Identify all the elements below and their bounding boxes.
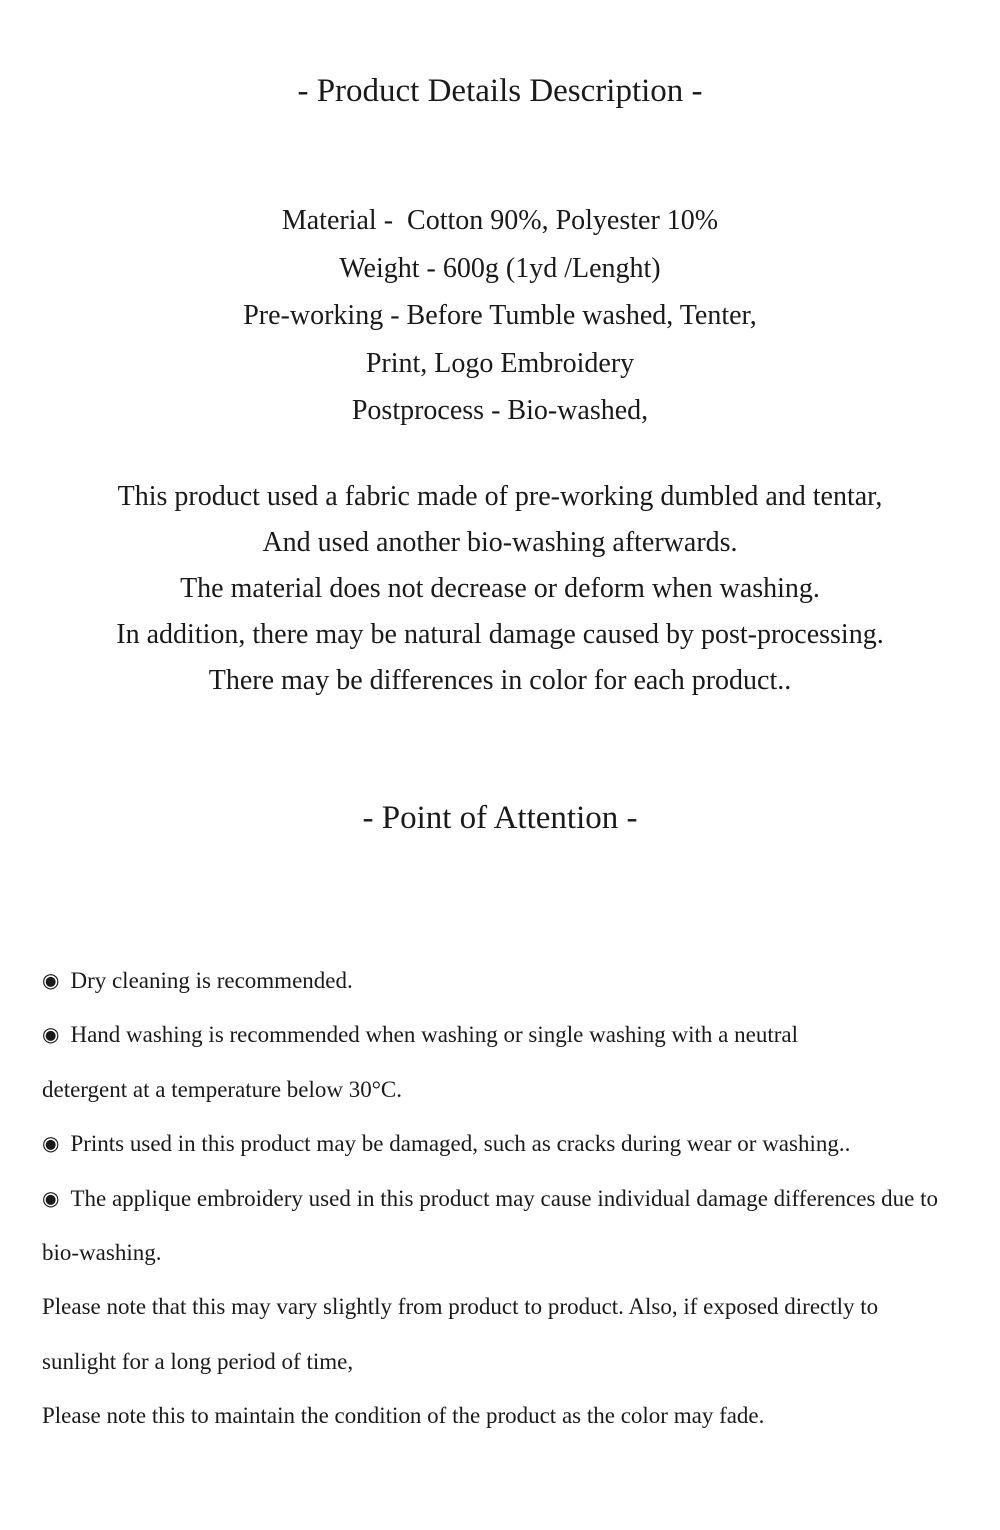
spec-material: Material - Cotton 90%, Polyester 10%: [281, 205, 719, 236]
attention-text: Hand washing is recommended when washing or single washing with a neutral: [70, 1022, 798, 1048]
attention-text: Please note that this may vary slightly from product to product. Also, if exposed directly to: [42, 1294, 879, 1320]
bullet-icon: ◉: [42, 1185, 60, 1210]
attention-text: detergent at a temperature below 30°C.: [42, 1076, 403, 1102]
attention-item-continuation: [42, 1063, 990, 1117]
attention-item: [42, 1117, 990, 1171]
attention-note-continuation: [42, 1335, 990, 1389]
attention-list: [42, 954, 990, 1444]
bullet-icon: ◉: [42, 1022, 60, 1047]
description-line: There may be differences in color for each product..: [208, 665, 792, 696]
attention-text: bio-washing.: [42, 1240, 162, 1266]
attention-item: [42, 954, 990, 1008]
spec-preworking: Pre-working - Before Tumble washed, Tenter,: [243, 300, 757, 331]
attention-item: [42, 1172, 990, 1226]
attention-text: Please note this to maintain the condition of the product as the color may fade.: [42, 1403, 765, 1429]
attention-text: sunlight for a long period of time,: [42, 1348, 354, 1374]
description-line: In addition, there may be natural damage caused by post-processing.: [116, 619, 884, 650]
product-specs: [0, 197, 1000, 435]
product-details-title: - Product Details Description -: [297, 73, 703, 109]
description-line: The material does not decrease or deform when washing.: [180, 573, 820, 604]
product-description-text: [0, 474, 1000, 704]
bullet-icon: ◉: [42, 1131, 60, 1156]
attention-item-continuation: [42, 1226, 990, 1280]
attention-text: The applique embroidery used in this product may cause individual damage differences due to: [70, 1185, 939, 1211]
attention-item: [42, 1008, 990, 1062]
description-line: And used another bio-washing afterwards.: [262, 527, 738, 558]
attention-note: [42, 1280, 990, 1334]
spec-postprocess: Postprocess - Bio-washed,: [351, 395, 649, 426]
description-line: This product used a fabric made of pre-working dumbled and tentar,: [117, 481, 883, 512]
bullet-icon: ◉: [42, 968, 60, 992]
attention-text: Prints used in this product may be damaged, such as cracks during wear or washing..: [70, 1131, 851, 1157]
spec-weight: Weight - 600g (1yd /Lenght): [339, 252, 661, 284]
attention-text: Dry cleaning is recommended.: [70, 968, 353, 993]
attention-note: [42, 1389, 990, 1443]
spec-print: Print, Logo Embroidery: [365, 347, 635, 379]
point-of-attention-title: - Point of Attention -: [362, 800, 638, 836]
